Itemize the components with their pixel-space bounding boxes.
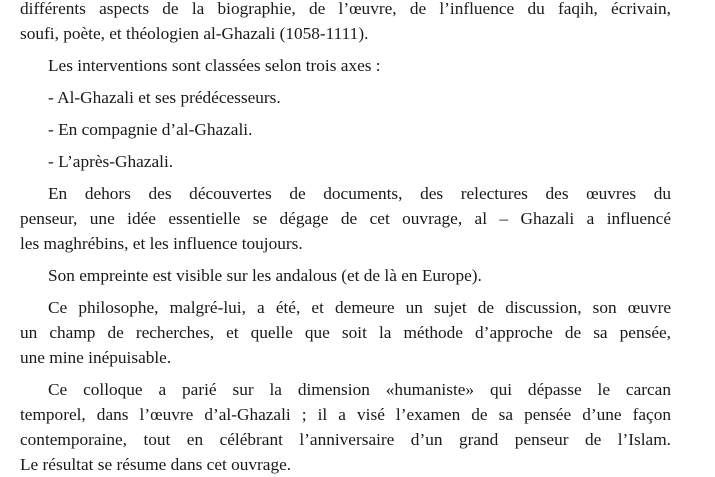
paragraph-andalous: Son empreinte est visible sur les andalous (et de là en Europe). xyxy=(48,266,482,285)
text-line: temporel, dans l’œuvre d’al-Ghazali ; il a visé l’examen de sa pensée d’une façon xyxy=(20,405,671,424)
text-line: différents aspects de la biographie, de l’œuvre, de l’influence du faqih, écrivain, xyxy=(20,0,671,18)
axis-item-2: - En compagnie d’al-Ghazali. xyxy=(48,120,253,139)
axis-item-3: - L’après-Ghazali. xyxy=(48,152,174,171)
text-line: Ce philosophe, malgré-lui, a été, et demeure un sujet de discussion, son œuvre xyxy=(48,298,671,317)
axis-item-1: - Al-Ghazali et ses prédécesseurs. xyxy=(48,88,281,107)
paragraph-colloquium xyxy=(20,377,671,477)
text-line: les maghrébins, et les influence toujours. xyxy=(20,234,303,253)
document-page xyxy=(20,0,671,477)
text-line: Ce colloque a parié sur la dimension «humaniste» qui dépasse le carcan xyxy=(48,380,671,399)
text-line: contemporaine, tout en célébrant l’anniversaire d’un grand penseur de l’Islam. xyxy=(20,430,671,449)
paragraph-influence xyxy=(20,181,671,256)
paragraph-philosopher xyxy=(20,295,671,370)
text-line: En dehors des découvertes de documents, des relectures des œuvres du xyxy=(48,184,671,203)
paragraph-intro xyxy=(20,0,671,46)
text-line: un champ de recherches, et quelle que soit la méthode d’approche de sa pensée, xyxy=(20,323,671,342)
text-line: une mine inépuisable. xyxy=(20,348,172,367)
text-line: Le résultat se résume dans cet ouvrage. xyxy=(20,455,292,474)
text-line: penseur, une idée essentielle se dégage de cet ouvrage, al – Ghazali a influencé xyxy=(20,209,671,228)
axes-intro: Les interventions sont classées selon trois axes : xyxy=(48,56,381,75)
text-line: soufi, poète, et théologien al-Ghazali (1058-1111). xyxy=(20,24,369,43)
